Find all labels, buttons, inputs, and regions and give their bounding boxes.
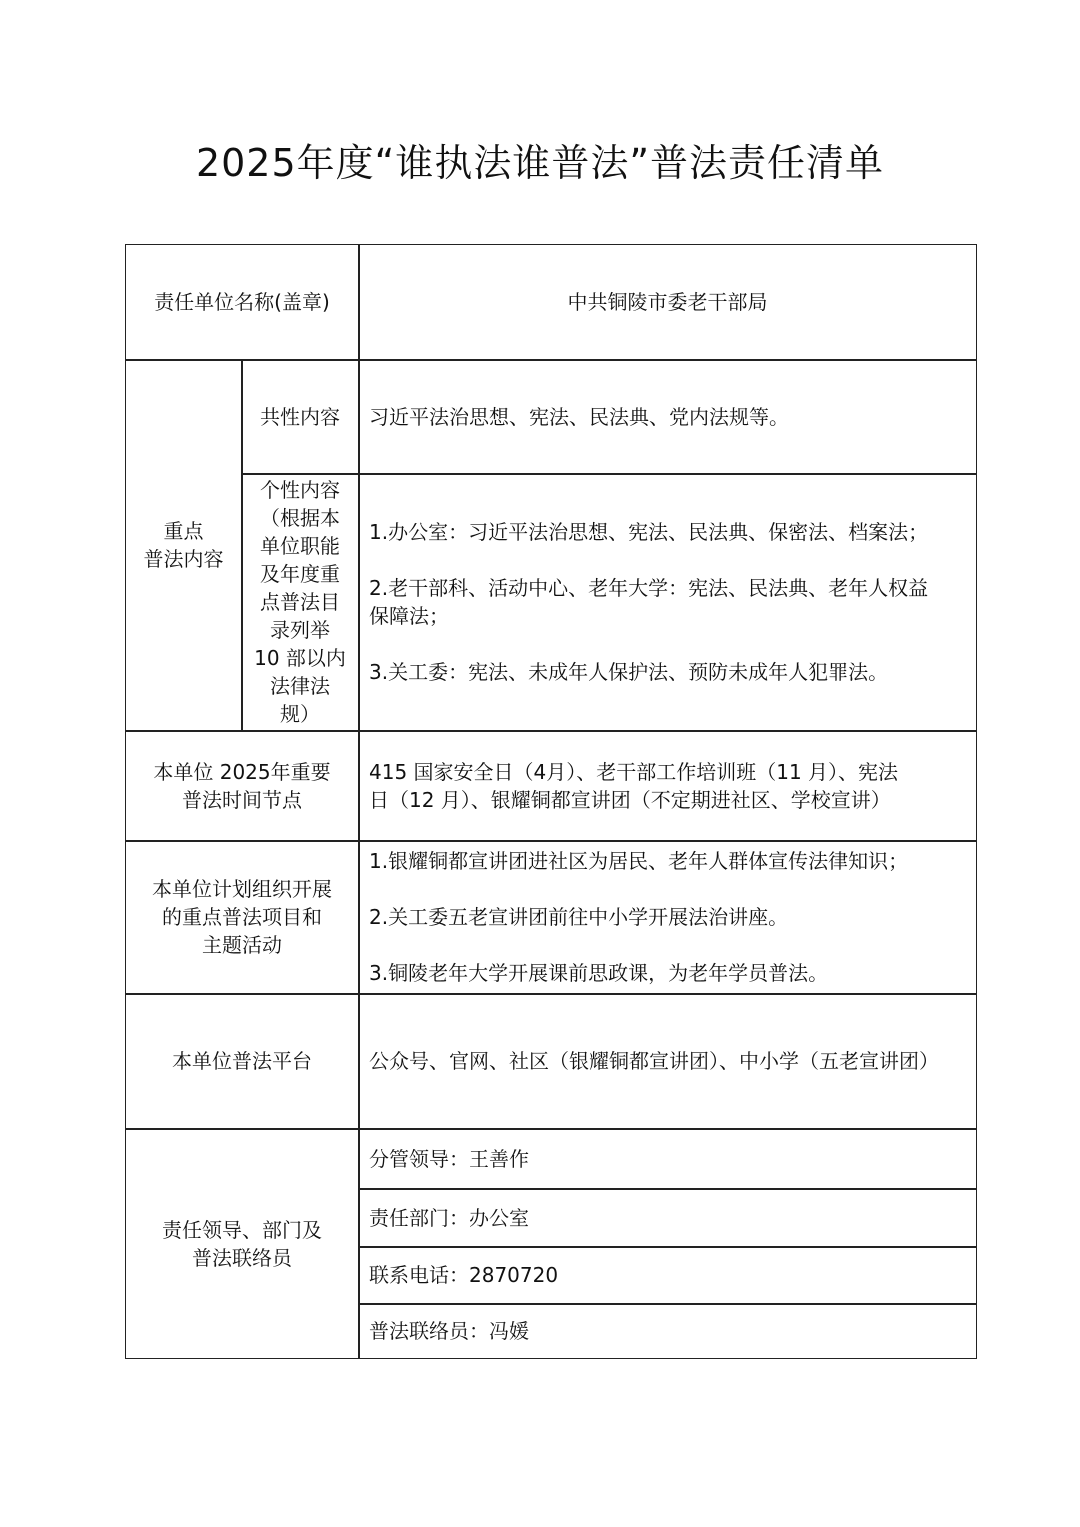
department-field: 责任部门：办公室 bbox=[369, 1205, 529, 1230]
list-item: 3.关工委：宪法、未成年人保护法、预防未成年人犯罪法。 bbox=[369, 660, 889, 684]
platform-value: 公众号、官网、社区（银耀铜都宣讲团）、中小学（五老宣讲团） bbox=[369, 1049, 939, 1073]
document-title: 2025年度“谁执法谁普法”普法责任清单 bbox=[195, 141, 885, 185]
list-item: 1.银耀铜都宣讲团进社区为居民、老年人群体宣传法律知识； bbox=[369, 849, 909, 873]
list-item: 保障法； bbox=[369, 604, 449, 628]
list-item: 3.铜陵老年大学开展课前思政课，为老年学员普法。 bbox=[369, 961, 829, 985]
key-content-label: 重点 普法内容 bbox=[143, 519, 224, 571]
specific-content-value bbox=[359, 474, 976, 730]
unit-value: 中共铜陵市委老干部局 bbox=[567, 290, 768, 314]
timeline-label: 本单位 2025年重要 普法时间节点 bbox=[153, 759, 331, 812]
contacts-label: 责任领导、部门及 普法联络员 bbox=[162, 1217, 322, 1270]
timeline-value: 415 国家安全日（4月）、老干部工作培训班（11 月）、宪法 日（12 月）、银耀铜都宣讲团（不定期进社区、学校宣讲） bbox=[369, 759, 899, 812]
list-item: 1.办公室：习近平法治思想、宪法、民法典、保密法、档案法； bbox=[369, 520, 929, 544]
list-item: 2.老干部科、活动中心、老年大学：宪法、民法典、老年人权益 bbox=[369, 576, 929, 600]
specific-content-label: 个性内容 （根据本 单位职能 及年度重 点普法目 录列举 10 部以内 法律法 规） bbox=[254, 478, 346, 726]
projects-label: 本单位计划组织开展 的重点普法项目和 主题活动 bbox=[152, 877, 332, 957]
responsibility-table bbox=[125, 244, 977, 1359]
phone-field: 联系电话：2870720 bbox=[369, 1263, 559, 1287]
platform-label: 本单位普法平台 bbox=[172, 1049, 312, 1073]
unit-label: 责任单位名称(盖章) bbox=[154, 290, 330, 314]
common-content-label: 共性内容 bbox=[260, 404, 340, 429]
leader-field: 分管领导：王善作 bbox=[369, 1146, 529, 1171]
liaison-field: 普法联络员：冯媛 bbox=[369, 1319, 529, 1343]
common-content-value: 习近平法治思想、宪法、民法典、党内法规等。 bbox=[369, 404, 789, 429]
projects-value bbox=[359, 841, 976, 993]
list-item: 2.关工委五老宣讲团前往中小学开展法治讲座。 bbox=[369, 905, 789, 929]
